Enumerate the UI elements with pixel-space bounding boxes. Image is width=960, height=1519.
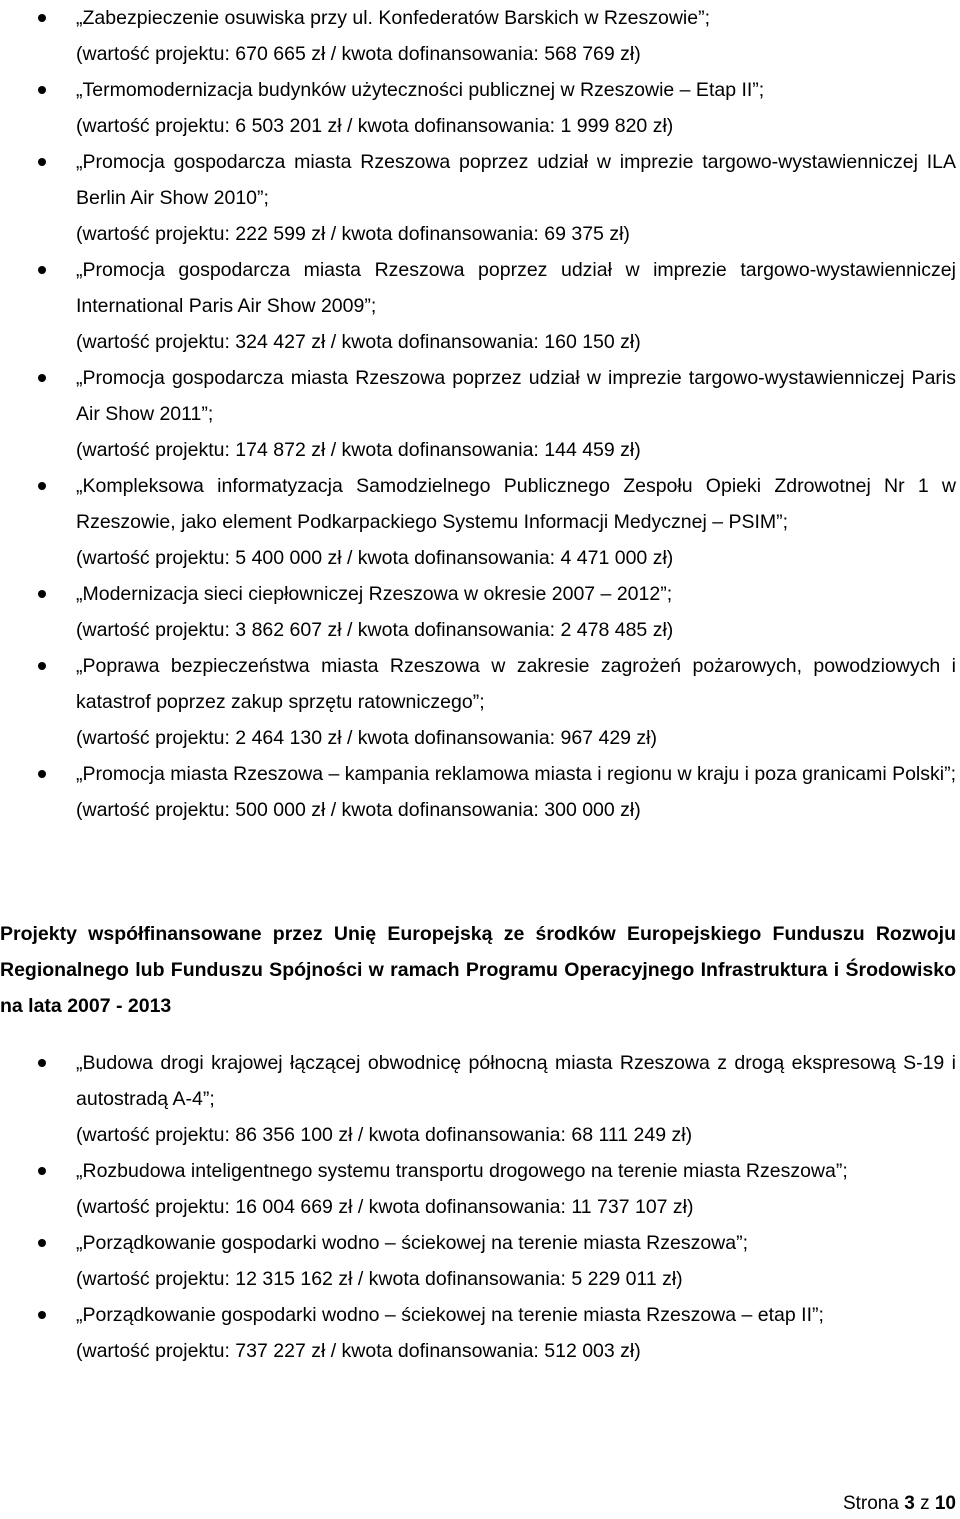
bullet-icon	[38, 158, 46, 166]
project-value: (wartość projektu: 670 665 zł / kwota dofinansowania: 568 769 zł)	[76, 43, 641, 65]
project-value: (wartość projektu: 16 004 669 zł / kwota dofinansowania: 11 737 107 zł)	[76, 1196, 694, 1218]
bullet-icon	[38, 662, 46, 670]
project-value: (wartość projektu: 6 503 201 zł / kwota dofinansowania: 1 999 820 zł)	[76, 115, 674, 137]
current-page: 3	[904, 1493, 915, 1514]
project-value: (wartość projektu: 324 427 zł / kwota dofinansowania: 160 150 zł)	[76, 331, 641, 353]
list-item	[0, 1297, 960, 1369]
project-title: „Porządkowanie gospodarki wodno – ściekowej na terenie miasta Rzeszowa”;	[76, 1232, 749, 1254]
bullet-icon	[38, 590, 46, 598]
project-title: „Budowa drogi krajowej łączącej obwodnicę północną miasta Rzeszowa z drogą ekspresową S-19 i autostradą A-4”;	[76, 1052, 956, 1110]
project-title: „Rozbudowa inteligentnego systemu transportu drogowego na terenie miasta Rzeszowa”;	[76, 1160, 848, 1182]
bullet-icon	[38, 374, 46, 382]
bullet-icon	[38, 770, 46, 778]
bullet-icon	[38, 1311, 46, 1319]
page-label: Strona	[842, 1493, 899, 1514]
list-item	[0, 360, 960, 468]
project-value: (wartość projektu: 737 227 zł / kwota dofinansowania: 512 003 zł)	[76, 1340, 641, 1362]
project-value: (wartość projektu: 2 464 130 zł / kwota dofinansowania: 967 429 zł)	[76, 727, 658, 749]
project-value: (wartość projektu: 12 315 162 zł / kwota dofinansowania: 5 229 011 zł)	[76, 1268, 683, 1290]
list-item	[0, 252, 960, 360]
project-value: (wartość projektu: 500 000 zł / kwota dofinansowania: 300 000 zł)	[76, 799, 641, 821]
project-value: (wartość projektu: 86 356 100 zł / kwota dofinansowania: 68 111 249 zł)	[76, 1124, 693, 1146]
project-value: (wartość projektu: 222 599 zł / kwota dofinansowania: 69 375 zł)	[76, 223, 630, 245]
list-item	[0, 468, 960, 576]
project-title: „Promocja gospodarcza miasta Rzeszowa poprzez udział w imprezie targowo-wystawienniczej ILA Berlin Air Show 2010”;	[76, 151, 956, 209]
bullet-icon	[38, 1059, 46, 1067]
section-heading: Projekty współfinansowane przez Unię Europejską ze środków Europejskiego Funduszu Rozwoju Regionalnego lub Funduszu Spójności w ramach Programu Operacyjnego Infrastruktura i Środowisko na lata 2007 - 2013	[0, 923, 956, 1017]
project-title: „Promocja miasta Rzeszowa – kampania reklamowa miasta i regionu w kraju i poza granicami Polski”;	[76, 763, 957, 785]
project-title: „Kompleksowa informatyzacja Samodzielnego Publicznego Zespołu Opieki Zdrowotnej Nr 1 w Rzeszowie, jako element Podkarpackiego Systemu Informacji Medycznej – PSIM”;	[76, 475, 956, 533]
list-item	[0, 1045, 960, 1153]
bullet-icon	[38, 86, 46, 94]
project-title: „Porządkowanie gospodarki wodno – ściekowej na terenie miasta Rzeszowa – etap II”;	[76, 1304, 824, 1326]
project-value: (wartość projektu: 3 862 607 zł / kwota dofinansowania: 2 478 485 zł)	[76, 619, 674, 641]
bullet-icon	[38, 1167, 46, 1175]
list-item	[0, 756, 960, 828]
bullet-icon	[38, 266, 46, 274]
project-title: „Modernizacja sieci ciepłowniczej Rzeszowa w okresie 2007 – 2012”;	[76, 583, 673, 605]
project-value: (wartość projektu: 174 872 zł / kwota dofinansowania: 144 459 zł)	[76, 439, 641, 461]
bullet-icon	[38, 482, 46, 490]
list-item	[0, 1225, 960, 1297]
project-title: „Promocja gospodarcza miasta Rzeszowa poprzez udział w imprezie targowo-wystawienniczej International Paris Air Show 2009”;	[76, 259, 956, 317]
list-item	[0, 144, 960, 252]
bullet-icon	[38, 1239, 46, 1247]
list-item	[0, 576, 960, 648]
list-item	[0, 0, 960, 72]
project-title: „Termomodernizacja budynków użyteczności publicznej w Rzeszowie – Etap II”;	[76, 79, 765, 101]
project-title: „Promocja gospodarcza miasta Rzeszowa poprzez udział w imprezie targowo-wystawienniczej Paris Air Show 2011”;	[76, 367, 956, 425]
list-item	[0, 72, 960, 144]
project-title: „Poprawa bezpieczeństwa miasta Rzeszowa w zakresie zagrożeń pożarowych, powodziowych i katastrof poprzez zakup sprzętu ratowniczego”;	[76, 655, 956, 713]
project-value: (wartość projektu: 5 400 000 zł / kwota dofinansowania: 4 471 000 zł)	[76, 547, 674, 569]
list-item	[0, 1153, 960, 1225]
list-item	[0, 648, 960, 756]
project-list-eu	[0, 1045, 960, 1369]
bullet-icon	[38, 14, 46, 22]
page-separator: z	[920, 1493, 930, 1514]
total-pages: 10	[934, 1493, 956, 1514]
project-title: „Zabezpieczenie osuwiska przy ul. Konfederatów Barskich w Rzeszowie”;	[76, 7, 711, 29]
